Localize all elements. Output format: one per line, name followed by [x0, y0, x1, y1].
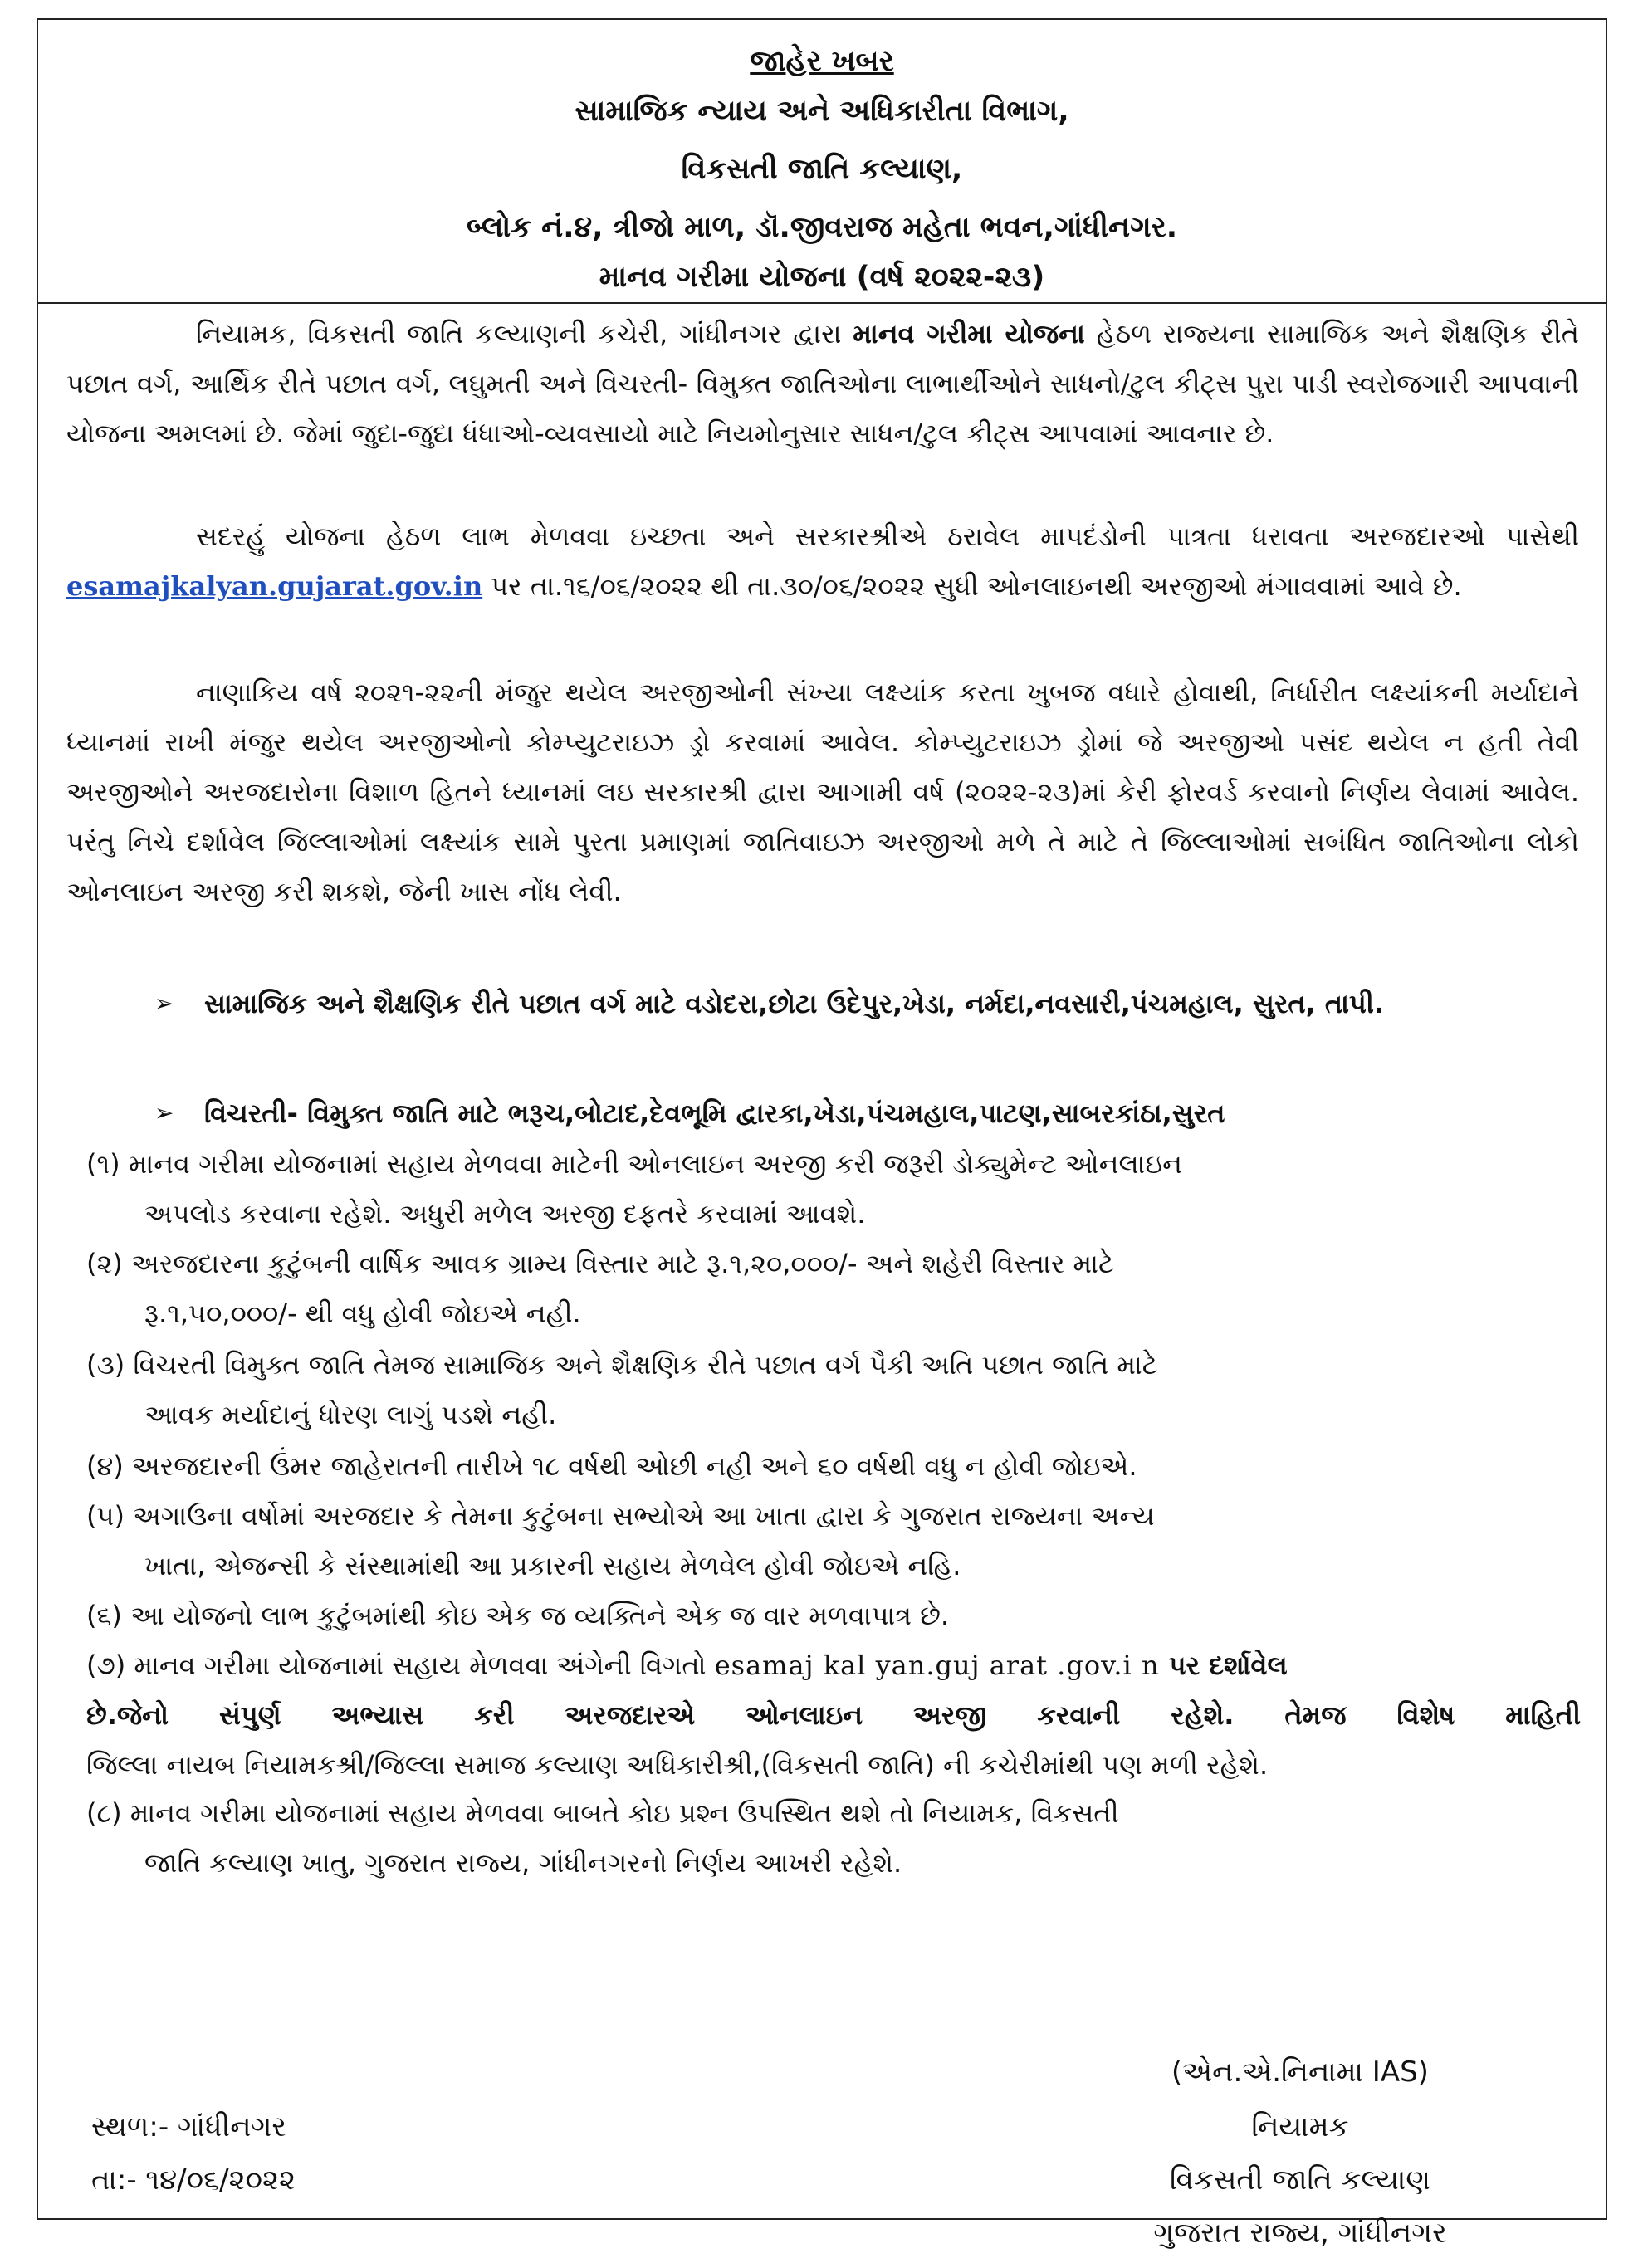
branch-name: વિકસતી જાતિ કલ્યાણ,	[681, 153, 963, 186]
arrow-bullet-icon: ➢	[154, 990, 174, 1017]
signatory-name: (એન.એ.નિનામા IAS)	[1171, 2055, 1429, 2089]
portal-link[interactable]: esamajkalyan.gujarat.gov.in	[66, 570, 483, 602]
signatory-state: ગુજરાત રાજ્ય, ગાંધીનગર	[1153, 2217, 1447, 2250]
signatory-designation: નિયામક	[1251, 2110, 1349, 2143]
condition-item: (૨) અરજદારના કુટુંબની વાર્ષિક આવક ગ્રામ્ય વિસ્તાર માટે રૂ.૧,૨૦,૦૦૦/- અને શહેરી વિસ્તાર માટે રૂ.૧,૫૦,૦૦૦/- થી વધુ હોવી જોઇએ નહી.	[86, 1248, 1114, 1329]
condition-item: (૮) માનવ ગરીમા યોજનામાં સહાય મેળવવા બાબતે કોઇ પ્રશ્ન ઉપસ્થિત થશે તો નિયામક, વિકસતી જાતિ કલ્યાણ ખાતુ, ગુજરાત રાજ્ય, ગાંધીનગરનો નિર્ણય આખરી રહેશે.	[86, 1797, 1119, 1879]
condition-item: (૪) અરજદારની ઉંમર જાહેરાતની તારીખે ૧૮ વર્ષથી ઓછી નહી અને ૬૦ વર્ષથી વધુ ન હોવી જોઇએ.	[86, 1450, 1137, 1482]
portal-site-text: esamaj kal yan.guj arat .gov.i n	[714, 1650, 1160, 1681]
condition-item: (૩) વિચરતી વિમુક્ત જાતિ તેમજ સામાજિક અને શૈક્ષણિક રીતે પછાત વર્ગ પૈકી અતિ પછાત જાતિ માટે આવક મર્યાદાનું ધોરણ લાગું પડશે નહી.	[86, 1349, 1158, 1430]
application-paragraph: સદરહું યોજના હેઠળ લાભ મેળવવા ઇચ્છતા અને સરકારશ્રીએ ઠરાવેલ માપદંડોની પાત્રતા ધરાવતા અરજદારઓ પાસેથી esamajkalyan.gujarat.gov.in પર તા.૧૬/૦૬/૨૦૨૨ થી તા.૩૦/૦૬/૨૦૨૨ સુધી ઓનલાઇનથી અરજીઓ મંગાવવામાં આવે છે.	[66, 521, 1579, 602]
header-divider	[38, 302, 1606, 304]
department-name: સામાજિક ન્યાય અને અધિકારીતા વિભાગ,	[575, 95, 1069, 128]
arrow-bullet-icon: ➢	[154, 1099, 174, 1127]
intro-paragraph: નિયામક, વિકસતી જાતિ કલ્યાણની કચેરી, ગાંધીનગર દ્વારા માનવ ગરીમા યોજના હેઠળ રાજ્યના સામાજિક અને શૈક્ષણિક રીતે પછાત વર્ગ, આર્થિક રીતે પછાત વર્ગ, લઘુમતી અને વિચરતી- વિમુક્ત જાતિઓના લાભાર્થીઓને સાધનો/ટુલ કીટ્સ પુરા પાડી સ્વરોજગારી આપવાની યોજના અમલમાં છે. જેમાં જુદા-જુદા ધંધાઓ-વ્યવસાયો માટે નિયમોનુસાર સાધન/ટુલ કીટ્સ આપવામાં આવનાર છે.	[66, 318, 1579, 449]
scheme-title: માનવ ગરીમા યોજના (વર્ષ ૨૦૨૨-૨૩)	[599, 261, 1045, 294]
condition-item: (૬) આ યોજનો લાભ કુટુંબમાંથી કોઇ એક જ વ્યક્તિને એક જ વાર મળવાપાત્ર છે.	[86, 1600, 950, 1631]
signatory-office: વિકસતી જાતિ કલ્યાણ	[1169, 2163, 1431, 2197]
bullet-item: ➢ વિચરતી- વિમુક્ત જાતિ માટે ભરૂચ,બોટાદ,દેવભૂમિ દ્વારકા,ખેડા,પંચમહાલ,પાટણ,સાબરકાંઠા,સુરત	[154, 1088, 1579, 1139]
notice-title: જાહેર ખબર	[750, 45, 894, 78]
place-label: સ્થળ:- ગાંધીનગર	[91, 2110, 286, 2143]
notice-frame	[37, 18, 1607, 2250]
carry-forward-paragraph: નાણાકિય વર્ષ ૨૦૨૧-૨૨ની મંજુર થયેલ અરજીઓની સંખ્યા લક્ષ્યાંક કરતા ખુબજ વધારે હોવાથી, નિર્ધારીત લક્ષ્યાંકની મર્યાદાને ધ્યાનમાં રાખી મંજુર થયેલ અરજીઓનો કોમ્પ્યુટરાઇઝ ડ્રો કરવામાં આવેલ. કોમ્પ્યુટરાઇઝ ડ્રોમાં જે અરજીઓ પસંદ થયેલ ન હતી તેવી અરજીઓને અરજદારોના વિશાળ હિતને ધ્યાનમાં લઇ સરકારશ્રી દ્વારા આગામી વર્ષ (૨૦૨૨-૨૩)માં કેરી ફોરવર્ડ કરવાનો નિર્ણય લેવામાં આવેલ. પરંતુ નિચે દર્શાવેલ જિલ્લાઓમાં લક્ષ્યાંક સામે પુરતા પ્રમાણમાં જાતિવાઇઝ અરજીઓ મળે તે માટે તે જિલ્લાઓમાં સબંધિત જાતિઓના લોકો ઓનલાઇન અરજી કરી શકશે, જેની ખાસ નોંધ લેવી.	[66, 677, 1579, 907]
date-label: તા:- ૧૪/૦૬/૨૦૨૨	[91, 2163, 296, 2197]
condition-item: (૫) અગાઉના વર્ષોમાં અરજદાર કે તેમના કુટુંબના સભ્યોએ આ ખાતા દ્વારા કે ગુજરાત રાજ્યના અન્ય ખાતા, એજન્સી કે સંસ્થામાંથી આ પ્રકારની સહાય મેળવેલ હોવી જોઇએ નહિ.	[86, 1500, 1155, 1581]
condition-item: (૧) માનવ ગરીમા યોજનામાં સહાય મેળવવા માટેની ઓનલાઇન અરજી કરી જરૂરી ડોક્યુમેન્ટ ઓનલાઇન અપલોડ કરવાના રહેશે. અધુરી મળેલ અરજી દફતરે કરવામાં આવશે.	[86, 1148, 1182, 1229]
bullet-item: ➢ સામાજિક અને શૈક્ષણિક રીતે પછાત વર્ગ માટે વડોદરા,છોટા ઉદેપુર,ખેડા, નર્મદા,નવસારી,પંચમહાલ, સુરત, તાપી.	[154, 978, 1579, 1029]
condition-item: (૭) માનવ ગરીમા યોજનામાં સહાય મેળવવા અંગેની વિગતો esamaj kal yan.guj arat .gov.i n પર દર્શાવેલ છે.જેનો સંપુર્ણ અભ્યાસ કરી અરજદારએ ઓનલાઇન અરજી કરવાની રહેશે. તેમજ વિશેષ માહિતી જિલ્લા નાયબ નિયામકશ્રી/જિલ્લા સમાજ કલ્યાણ અધિકારીશ્રી,(વિકસતી જાતિ) ની કચેરીમાંથી પણ મળી રહેશે.	[86, 1650, 1581, 1781]
office-address: બ્લોક નં.૪, ત્રીજો માળ, ડૉ.જીવરાજ મહેતા ભવન,ગાંધીનગર.	[466, 211, 1178, 244]
